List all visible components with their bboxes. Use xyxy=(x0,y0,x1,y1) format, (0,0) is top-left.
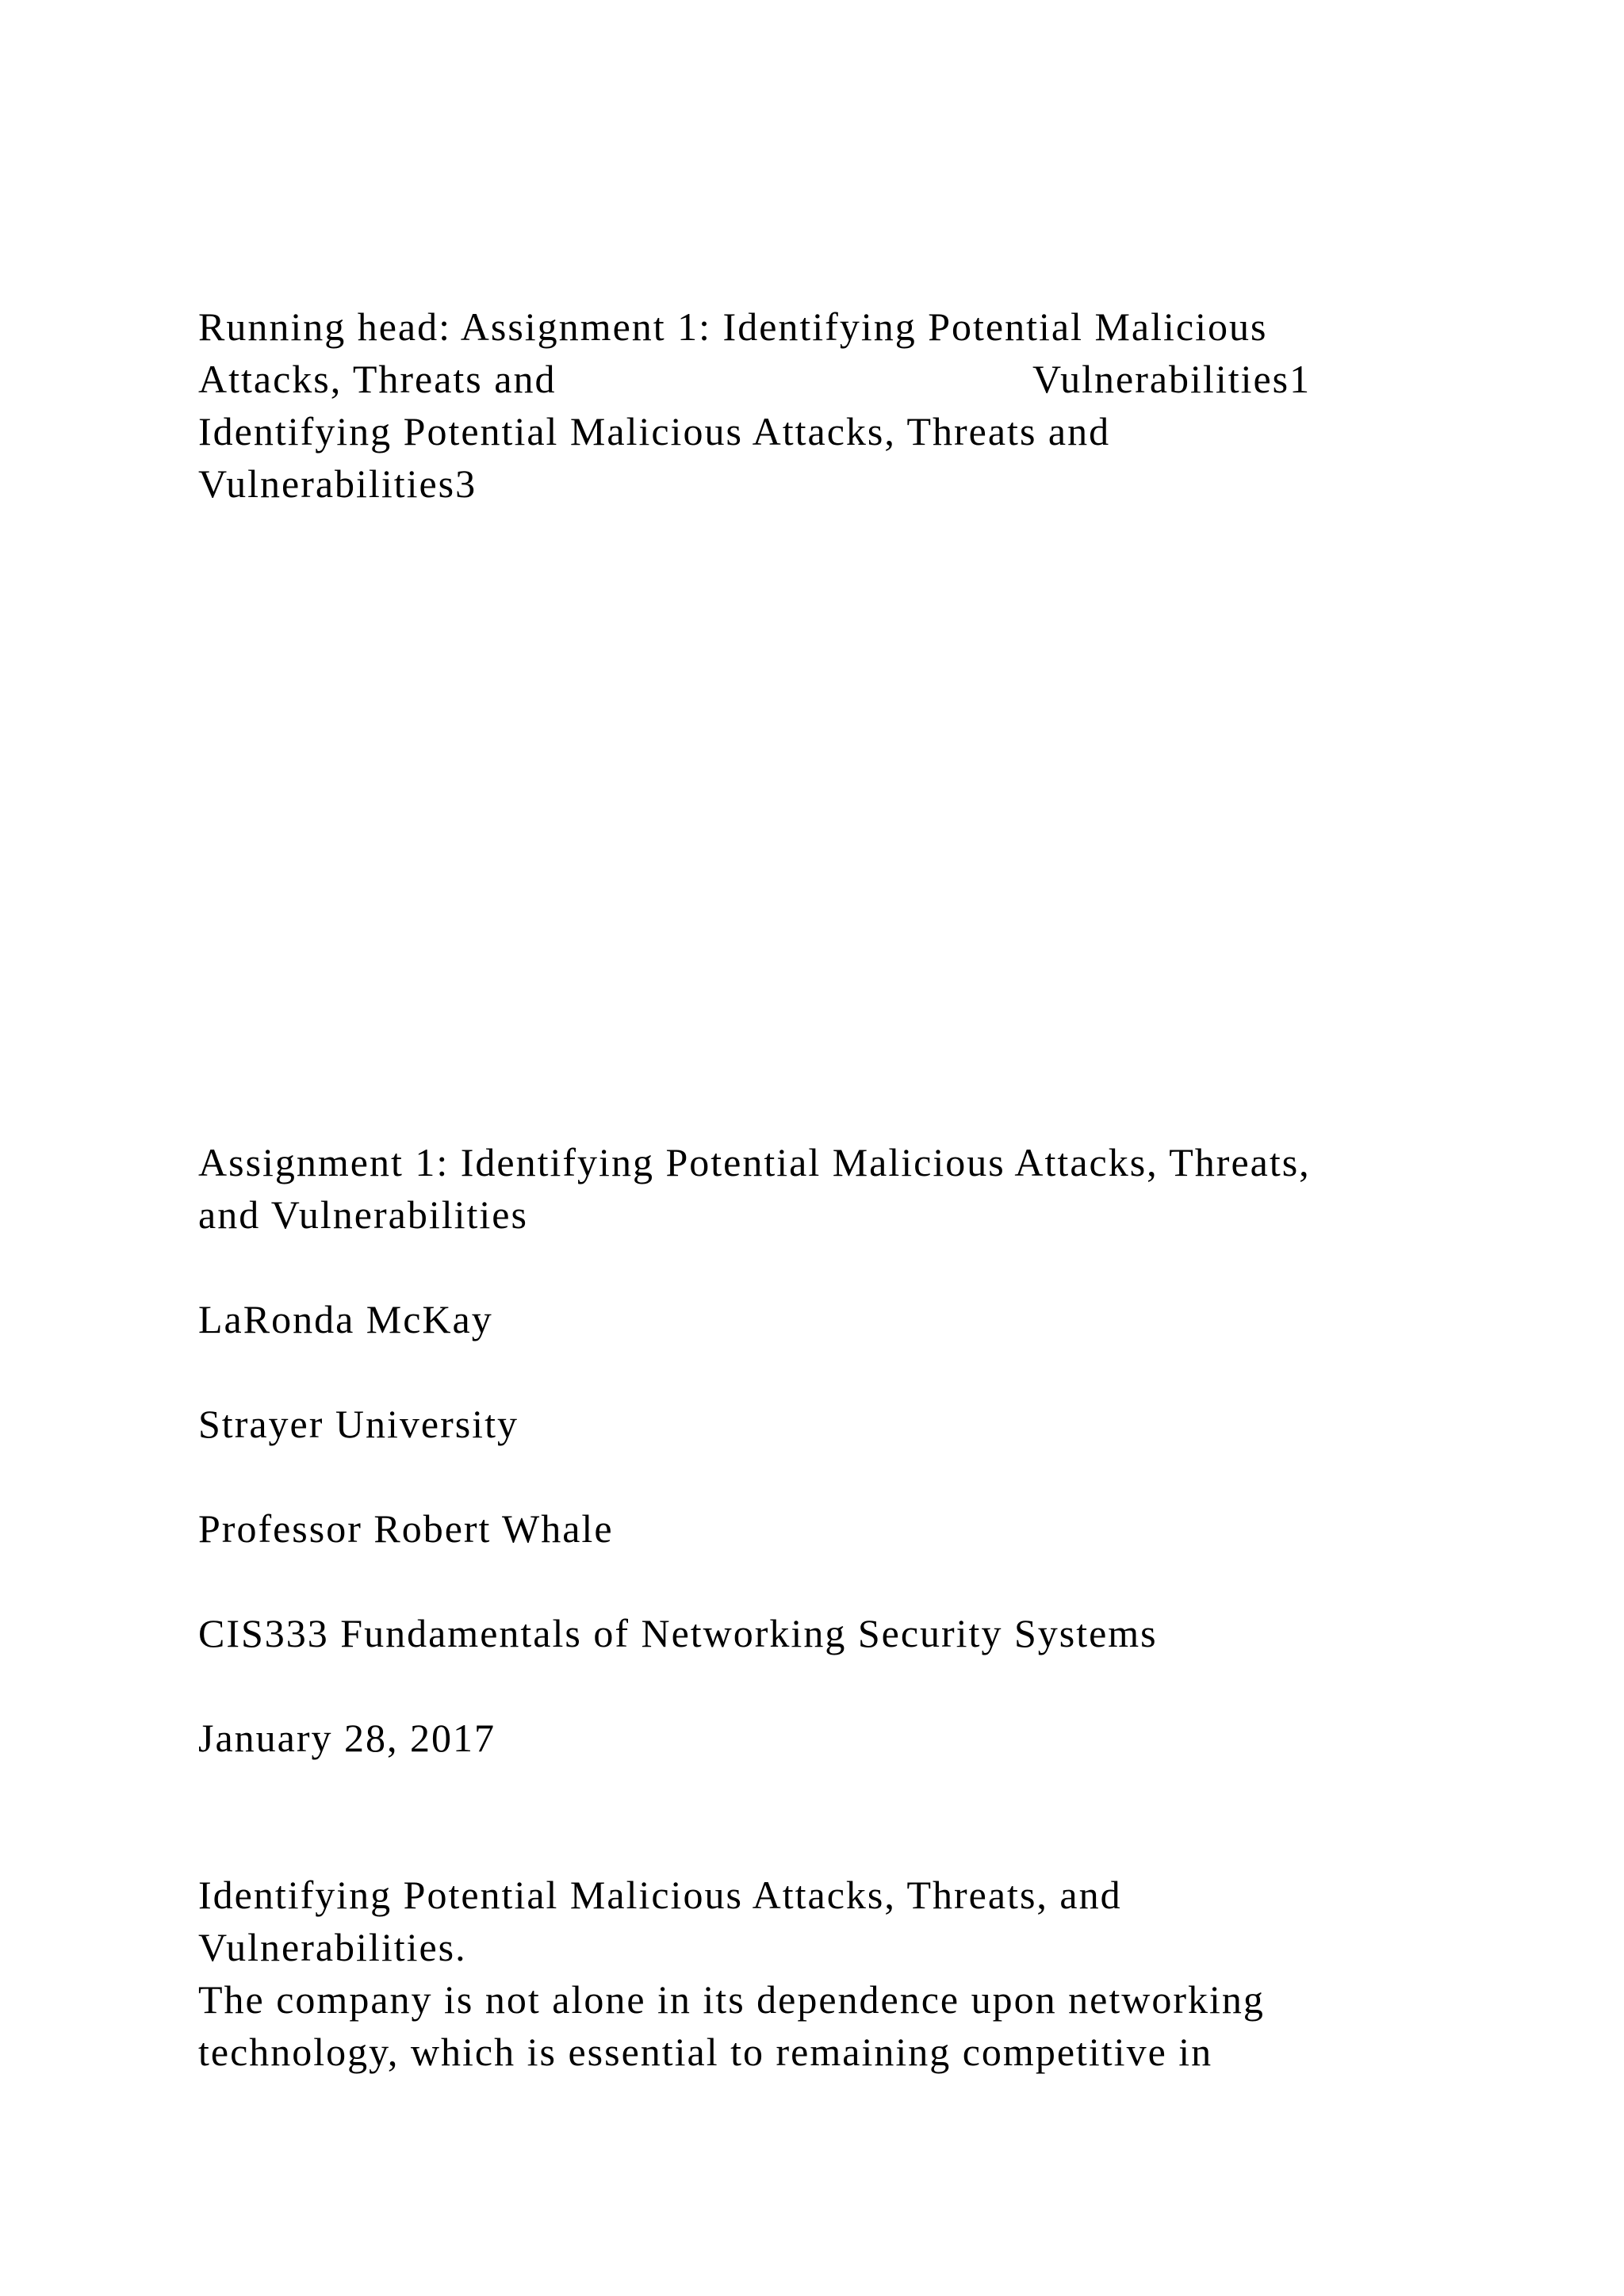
institution-name: Strayer University xyxy=(198,1402,519,1446)
body-paragraph-line-1: The company is not alone in its dependence upon networking xyxy=(198,1977,1265,2022)
running-head-page-number: Vulnerabilities1 xyxy=(1032,357,1312,401)
body-paragraph-line-2: technology, which is essential to remaining competitive in xyxy=(198,2030,1213,2074)
page-header-line-2: Vulnerabilities3 xyxy=(198,461,477,506)
title-line-1: Assignment 1: Identifying Potential Malicious Attacks, Threats, xyxy=(198,1140,1311,1184)
instructor-name: Professor Robert Whale xyxy=(198,1506,614,1551)
body-heading-line-2: Vulnerabilities. xyxy=(198,1925,467,1969)
running-head-line-1: Running head: Assignment 1: Identifying Potential Malicious xyxy=(198,304,1268,349)
body-heading-line-1: Identifying Potential Malicious Attacks, Threats, and xyxy=(198,1873,1122,1917)
author-name: LaRonda McKay xyxy=(198,1297,493,1341)
title-line-2: and Vulnerabilities xyxy=(198,1192,528,1237)
page-header-line-1: Identifying Potential Malicious Attacks, Threats and xyxy=(198,409,1111,453)
document-date: January 28, 2017 xyxy=(198,1716,496,1760)
course-name: CIS333 Fundamentals of Networking Security Systems xyxy=(198,1611,1158,1655)
running-head-line-2-left: Attacks, Threats and xyxy=(198,357,557,401)
